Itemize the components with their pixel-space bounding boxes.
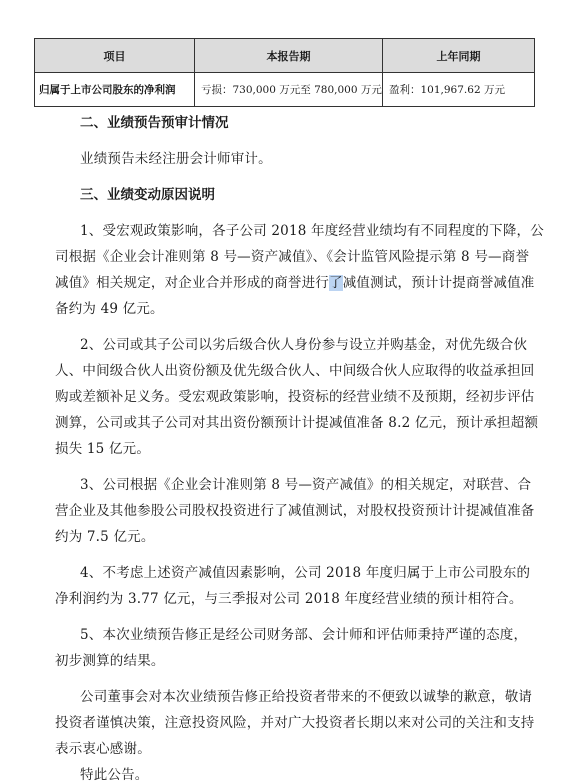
closing-line-2: 投资者谨慎决策，注意投资风险，并对广大投资者长期以来对公司的关注和支持 <box>55 715 535 731</box>
paragraph-3-line-1: 3、公司根据《企业会计准则第 8 号—资产减值》的相关规定，对联营、合 <box>80 477 532 493</box>
paragraph-1-line-3 <box>55 271 535 291</box>
section-2-body: 业绩预告未经注册会计师审计。 <box>80 151 272 167</box>
row-label: 归属于上市公司股东的净利润 <box>35 73 195 107</box>
paragraph-2-line-4: 测算，公司或其子公司对其出资份额预计计提减值准备 8.2 亿元，预计承担超额 <box>55 415 539 431</box>
table-row <box>35 73 535 107</box>
paragraph-1-line-4: 备约为 49 亿元。 <box>55 301 164 317</box>
paragraph-2-line-5: 损失 15 亿元。 <box>55 441 151 457</box>
paragraph-1-line-3a: 减值》相关规定，对企业合并形成的商誉进行 <box>55 275 329 291</box>
paragraph-1-line-3b: 减值测试，预计计提商誉减值准 <box>342 275 535 291</box>
paragraph-3-line-2: 营企业及其他参股公司股权投资进行了减值测试，对股权投资预计计提减值准备 <box>55 503 535 519</box>
table-header-row <box>35 39 535 73</box>
performance-forecast-table <box>34 38 535 107</box>
header-item: 项目 <box>35 39 195 73</box>
announcement-closing: 特此公告。 <box>80 767 149 783</box>
paragraph-5-line-2: 初步测算的结果。 <box>55 653 165 669</box>
paragraph-2-line-2: 人、中间级合伙人出资份额及优先级合伙人、中间级合伙人应取得的收益承担回 <box>55 363 535 379</box>
paragraph-3-line-3: 约为 7.5 亿元。 <box>55 529 155 545</box>
paragraph-4-line-2: 净利润约为 3.77 亿元，与三季报对公司 2018 年度经营业绩的预计相符合。 <box>55 591 523 607</box>
paragraph-1-line-1: 1、受宏观政策影响，各子公司 2018 年度经营业绩均有不同程度的下降，公 <box>80 223 544 239</box>
row-previous-value: 盈利：101,967.62 万元 <box>383 73 535 107</box>
section-2-title: 二、业绩预告预审计情况 <box>80 115 229 131</box>
paragraph-2-line-1: 2、公司或其子公司以劣后级合伙人身份参与设立并购基金，对优先级合伙 <box>80 337 528 353</box>
paragraph-1-line-2: 司根据《企业会计准则第 8 号—资产减值》、《会计监管风险提示第 8 号—商誉 <box>55 249 530 265</box>
closing-line-1: 公司董事会对本次业绩预告修正给投资者带来的不便致以诚挚的歉意，敬请 <box>80 689 533 705</box>
selected-text-highlight[interactable]: 了 <box>329 275 343 291</box>
closing-line-3: 表示衷心感谢。 <box>55 741 151 757</box>
paragraph-2-line-3: 购或差额补足义务。受宏观政策影响，投资标的经营业绩不及预期，经初步评估 <box>55 389 535 405</box>
header-previous-period: 上年同期 <box>383 39 535 73</box>
paragraph-5-line-1: 5、本次业绩预告修正是经公司财务部、会计师和评估师秉持严谨的态度， <box>80 627 528 643</box>
row-current-value: 亏损：730,000 万元至 780,000 万元 <box>195 73 383 107</box>
section-3-title: 三、业绩变动原因说明 <box>80 187 215 203</box>
header-current-period: 本报告期 <box>195 39 383 73</box>
paragraph-4-line-1: 4、不考虑上述资产减值因素影响，公司 2018 年度归属于上市公司股东的 <box>80 565 531 581</box>
